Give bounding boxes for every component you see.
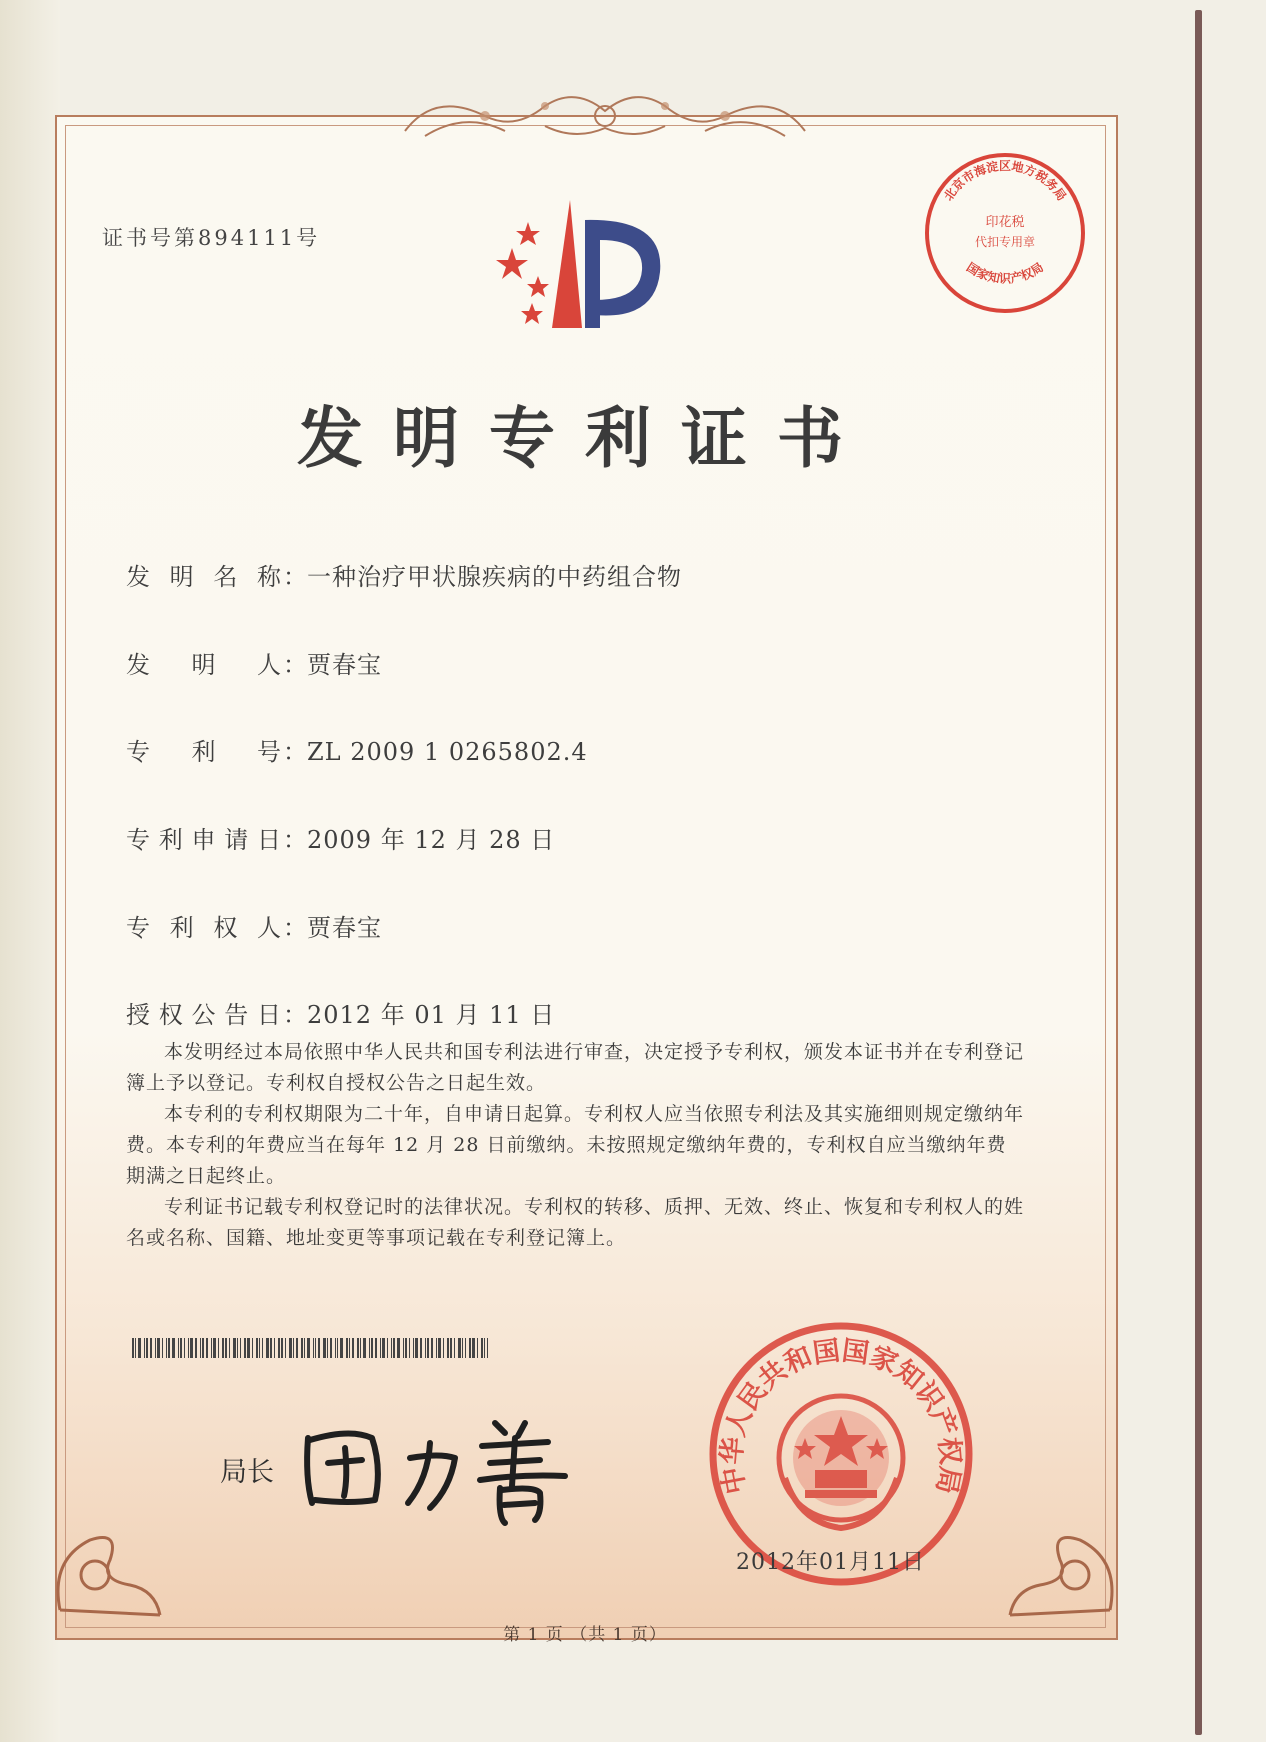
- barcode-bar: [458, 1338, 461, 1358]
- barcode-bar: [431, 1338, 433, 1358]
- barcode-bar: [252, 1338, 253, 1358]
- barcode-bar: [427, 1338, 429, 1358]
- barcode-bar: [477, 1338, 478, 1358]
- corner-ornament-icon: [40, 1500, 170, 1630]
- barcode-bar: [340, 1338, 343, 1358]
- barcode-bar: [443, 1338, 444, 1358]
- field-invention-name: 发明名称：一种治疗甲状腺疾病的中药组合物: [126, 557, 682, 592]
- barcode-bar: [225, 1338, 227, 1358]
- barcode-bar: [313, 1338, 314, 1358]
- tax-stamp-icon: [920, 148, 1090, 318]
- barcode-bar: [266, 1338, 269, 1358]
- barcode-bar: [188, 1338, 189, 1358]
- barcode-bar: [270, 1338, 272, 1358]
- barcode-bar: [146, 1338, 148, 1358]
- barcode-bar: [315, 1338, 316, 1358]
- tax-stamp-center-line2: 代扣专用章: [974, 235, 1036, 249]
- barcode-bar: [229, 1338, 230, 1358]
- barcode-bar: [301, 1338, 303, 1358]
- barcode-bar: [237, 1338, 238, 1358]
- barcode-bar: [337, 1338, 338, 1358]
- tax-stamp-outer-text: 北京市海淀区地方税务局: [941, 159, 1069, 204]
- barcode-bar: [349, 1338, 350, 1358]
- barcode-bar: [285, 1338, 286, 1358]
- barcode-bar: [415, 1338, 418, 1358]
- barcode-bar: [222, 1338, 224, 1358]
- barcode-bar: [387, 1338, 388, 1358]
- field-value: 一种治疗甲状腺疾病的中药组合物: [307, 563, 682, 591]
- barcode-bar: [233, 1338, 236, 1358]
- barcode-bar: [436, 1338, 437, 1358]
- field-patent-number: 专利号：ZL 2009 1 0265802.4: [126, 732, 588, 767]
- barcode-bar: [162, 1338, 163, 1358]
- barcode-bar: [397, 1338, 400, 1358]
- barcode-bar: [180, 1338, 182, 1358]
- barcode-bar: [447, 1338, 449, 1358]
- barcode-bar: [281, 1338, 283, 1358]
- barcode-bar: [296, 1338, 298, 1358]
- barcode-bar: [172, 1338, 175, 1358]
- page-edge: [0, 0, 60, 1742]
- barcode-bar: [403, 1338, 404, 1358]
- barcode-bar: [289, 1338, 292, 1358]
- barcode-bar: [454, 1338, 455, 1358]
- barcode-bar: [318, 1338, 320, 1358]
- barcode-bar: [323, 1338, 326, 1358]
- barcode-bar: [135, 1338, 136, 1358]
- barcode-bar: [363, 1338, 366, 1358]
- barcode-bar: [462, 1338, 463, 1358]
- book-binding: [1195, 10, 1202, 1735]
- barcode-bar: [200, 1338, 201, 1358]
- barcode-bar: [357, 1338, 359, 1358]
- page-number: 第 1 页 （共 1 页）: [503, 1625, 667, 1645]
- barcode-bar: [195, 1338, 197, 1358]
- barcode-bar: [206, 1338, 208, 1358]
- barcode-bar: [262, 1338, 263, 1358]
- certificate-number: 证书号第894111号: [102, 226, 321, 250]
- barcode-bar: [438, 1338, 441, 1358]
- body-paragraph: 本发明经过本局依照中华人民共和国专利法进行审查，决定授予专利权，颁发本证书并在专利登记簿上予以登记。专利权自授权公告之日起生效。: [126, 1041, 1025, 1094]
- barcode-bar: [382, 1338, 385, 1358]
- svg-text:国家知识产权局: [964, 260, 1046, 286]
- barcode-bar: [293, 1338, 294, 1358]
- barcode-bar: [352, 1338, 354, 1358]
- barcode-bar: [157, 1338, 160, 1358]
- field-label: 授权公告日: [126, 1001, 283, 1029]
- certificate-body-text: [126, 1037, 1026, 1254]
- barcode-bar: [420, 1338, 422, 1358]
- barcode-bar: [155, 1338, 156, 1358]
- barcode-bar: [484, 1338, 485, 1358]
- field-label: 发明名称: [126, 563, 283, 591]
- tax-stamp-center-line1: 印花税: [985, 215, 1025, 230]
- barcode: [132, 1338, 492, 1358]
- barcode-bar: [346, 1338, 348, 1358]
- barcode-bar: [450, 1338, 452, 1358]
- barcode-bar: [327, 1338, 328, 1358]
- barcode-bar: [369, 1338, 370, 1358]
- barcode-bar: [304, 1338, 305, 1358]
- field-label: 专利号: [126, 738, 283, 766]
- barcode-bar: [393, 1338, 395, 1358]
- barcode-bar: [144, 1338, 145, 1358]
- barcode-bar: [240, 1338, 241, 1358]
- field-label: 专利申请日: [126, 826, 283, 854]
- svg-text:北京市海淀区地方税务局: [941, 158, 1069, 203]
- barcode-bar: [405, 1338, 407, 1358]
- barcode-bar: [138, 1338, 141, 1358]
- barcode-bar: [259, 1338, 260, 1358]
- barcode-bar: [166, 1338, 167, 1358]
- seal-text: 中华人民共和国国家知识产权局: [716, 1335, 966, 1497]
- director-signature: [290, 1408, 600, 1528]
- barcode-bar: [481, 1338, 483, 1358]
- corner-ornament-icon: [1000, 1500, 1130, 1630]
- top-ornament-icon: [395, 86, 815, 146]
- barcode-bar: [244, 1338, 246, 1358]
- barcode-bar: [256, 1338, 258, 1358]
- field-application-date: 专利申请日：2009 年 12 月 28 日: [126, 820, 555, 855]
- field-value: 贾春宝: [307, 651, 382, 679]
- field-value: ZL 2009 1 0265802.4: [307, 738, 588, 766]
- field-patentee: 专利权人：贾春宝: [126, 908, 382, 943]
- barcode-bar: [487, 1338, 488, 1358]
- barcode-bar: [413, 1338, 414, 1358]
- barcode-bar: [465, 1338, 466, 1358]
- barcode-bar: [371, 1338, 373, 1358]
- barcode-bar: [472, 1338, 475, 1358]
- barcode-bar: [184, 1338, 185, 1358]
- barcode-bar: [247, 1338, 250, 1358]
- barcode-bar: [178, 1338, 179, 1358]
- barcode-bar: [409, 1338, 410, 1358]
- field-value: 2012 年 01 月 11 日: [307, 1001, 556, 1029]
- barcode-bar: [132, 1338, 134, 1358]
- field-value: 2009 年 12 月 28 日: [307, 826, 556, 854]
- seal-date: 2012年01月11日: [736, 1550, 925, 1575]
- tax-stamp-bottom-text: 国家知识产权局: [964, 260, 1046, 286]
- body-paragraph: 本专利的专利权期限为二十年，自申请日起算。专利权人应当依照专利法及其实施细则规定缴纳年费。本专利的年费应当在每年 12 月 28 日前缴纳。未按照规定缴纳年费的，专利权自应当缴纳年费期满之日起终止。: [126, 1103, 1025, 1187]
- body-paragraph: 专利证书记载专利权登记时的法律状况。专利权的转移、质押、无效、终止、恢复和专利权人的姓名或名称、国籍、地址变更等事项记载在专利登记簿上。: [126, 1196, 1025, 1249]
- barcode-bar: [190, 1338, 193, 1358]
- barcode-bar: [150, 1338, 152, 1358]
- barcode-bar: [211, 1338, 212, 1358]
- barcode-bar: [213, 1338, 216, 1358]
- barcode-bar: [307, 1338, 310, 1358]
- barcode-bar: [380, 1338, 381, 1358]
- barcode-bar: [360, 1338, 361, 1358]
- certificate-title: 发明专利证书: [297, 399, 873, 477]
- barcode-bar: [168, 1338, 170, 1358]
- barcode-bar: [202, 1338, 204, 1358]
- barcode-bar: [469, 1338, 471, 1358]
- barcode-bar: [335, 1338, 336, 1358]
- field-label: 专利权人: [126, 914, 283, 942]
- barcode-bar: [274, 1338, 275, 1358]
- barcode-bar: [391, 1338, 392, 1358]
- field-value: 贾春宝: [307, 914, 382, 942]
- patent-office-logo-icon: [490, 200, 680, 350]
- barcode-bar: [218, 1338, 219, 1358]
- field-grant-date: 授权公告日：2012 年 01 月 11 日: [126, 995, 555, 1030]
- barcode-bar: [330, 1338, 332, 1358]
- barcode-bar: [375, 1338, 377, 1358]
- director-label: 局长: [220, 1457, 274, 1488]
- field-inventor: 发明人：贾春宝: [126, 645, 382, 680]
- barcode-bar: [425, 1338, 426, 1358]
- barcode-bar: [278, 1338, 280, 1358]
- field-label: 发明人: [126, 651, 283, 679]
